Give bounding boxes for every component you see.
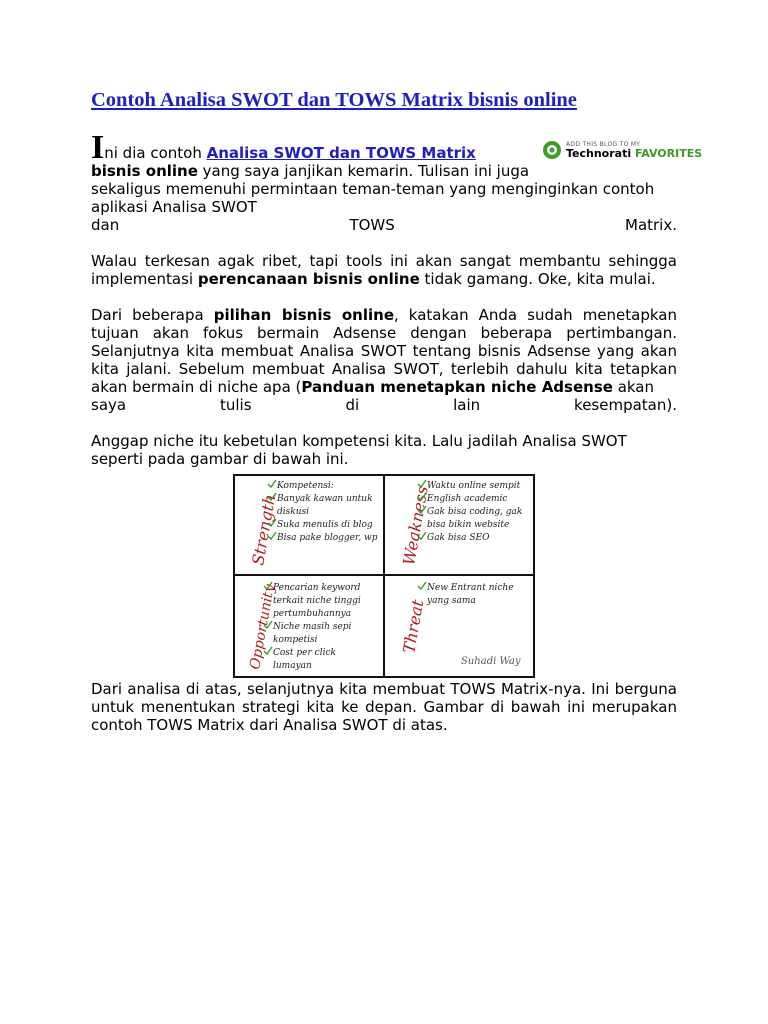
strength-item: Banyak kawan untuk [277,494,373,504]
p3-last-line: saya tulis di lain kesempatan). [91,396,677,414]
strength-item: Kompetensi: [277,481,334,491]
weakness-item: Gak bisa SEO [427,533,490,543]
strength-item: Bisa pake blogger, wp [277,533,378,543]
drop-cap: I [91,129,105,166]
opportunity-item: kompetisi [273,635,318,645]
badge-brand: Technorati [566,146,632,160]
swot-tows-link[interactable]: Analisa SWOT dan TOWS Matrix [206,144,476,162]
badge-favorites: FAVORITES [634,146,703,160]
p3-bold-1: pilihan bisnis online [213,306,394,324]
technorati-badge[interactable] [542,138,703,162]
article-body [91,129,703,734]
paragraph-3: Dari beberapa pilihan bisnis online, katakan Anda sudah menetapkan tujuan akan fokus bermain Adsense dengan beberapa pertimbangan. Selanjutnya kita membuat Analisa SWOT tentang bisnis Adsense yang akan kita jalani. Sebelum membuat Analisa SWOT, terlebih dahulu kita tetapkan akan bermain di niche apa (Panduan menetapkan niche Adsense akan [91,306,678,396]
opportunity-item: pertumbuhannya [273,609,352,619]
opportunity-item: Pencarian keyword [273,583,361,593]
intro-bold: bisnis online [91,162,198,180]
strength-label: Strength [248,492,280,567]
opportunity-item: Cost per click [273,648,336,658]
threat-label: Threat [399,598,428,655]
article-title[interactable]: Contoh Analisa SWOT dan TOWS Matrix bisnis online [91,89,577,111]
weakness-label: Weakness [399,484,432,567]
swot-figure [233,474,535,678]
intro-lead: ni dia contoh [104,144,207,162]
threat-item: New Entrant niche [427,583,514,593]
swot-signature: Suhadi Way [461,656,521,667]
weakness-item: Waktu online sempit [427,481,521,491]
strength-item: diskusi [277,507,310,517]
strength-item: Suka menulis di blog [277,520,373,530]
weakness-item: English academic [427,494,508,504]
opportunity-item: terkait niche tinggi [273,596,361,606]
p3-bold-2: Panduan menetapkan niche Adsense [301,378,613,396]
paragraph-2: Walau terkesan agak ribet, tapi tools ini akan sangat membantu sehingga implementasi perencanaan bisnis online tidak gamang. Oke, kita mulai. [91,252,677,288]
opportunity-item: Niche masih sepi [273,622,352,632]
weakness-item: Gak bisa coding, gak [427,507,523,517]
paragraph-intro [91,129,703,216]
threat-item: yang sama [427,596,476,606]
weakness-item: bisa bikin website [427,520,510,530]
opportunity-label: Opportunity [247,583,278,671]
intro-last-line: dan TOWS Matrix. [91,216,677,234]
paragraph-4: Anggap niche itu kebetulan kompetensi kita. Lalu jadilah Analisa SWOT seperti pada gambar di bawah ini. [91,432,627,468]
swot-diagram [233,474,535,678]
intro-rest: yang saya janjikan kemarin. Tulisan ini juga sekaligus memenuhi permintaan teman-teman yang menginginkan contoh aplikasi Analisa SWOT [91,162,655,216]
p2-bold: perencanaan bisnis online [197,270,420,288]
paragraph-5: Dari analisa di atas, selanjutnya kita membuat TOWS Matrix-nya. Ini berguna untuk menentukan strategi kita ke depan. Gambar di bawah ini merupakan contoh TOWS Matrix dari Analisa SWOT di atas. [91,680,677,734]
badge-small-text: ADD THIS BLOG TO MY [566,140,641,148]
opportunity-item: lumayan [273,661,312,671]
technorati-logo-icon [542,140,562,160]
